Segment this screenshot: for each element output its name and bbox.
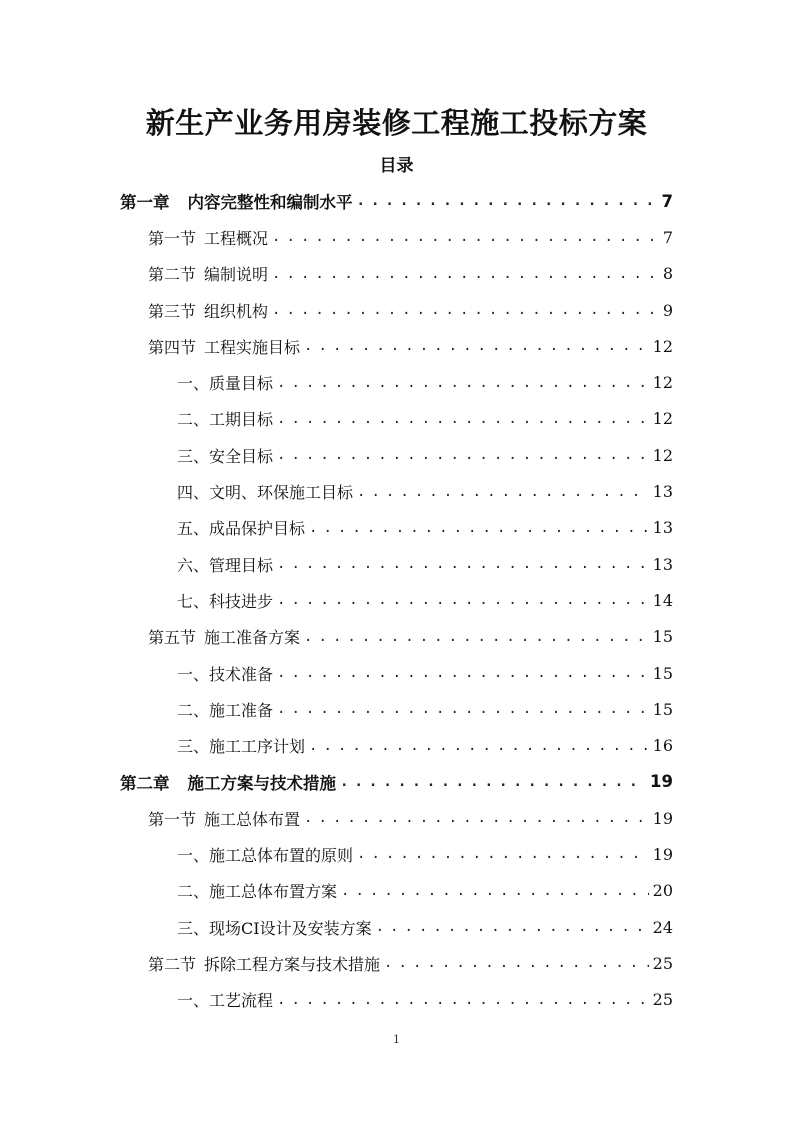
toc-entry-level-3[interactable]	[0, 836, 793, 872]
dot-leader	[277, 411, 649, 427]
dot-leader	[272, 302, 659, 318]
toc-entry-page: 12	[652, 336, 673, 356]
toc-entry-page: 9	[662, 300, 673, 320]
toc-entry-number: 第一节	[148, 809, 197, 829]
toc-entry-title: 四、文明、环保施工目标	[177, 483, 354, 503]
toc-entry-title: 二、施工准备	[177, 700, 274, 720]
toc-entry-title: 内容完整性和编制水平	[187, 193, 353, 213]
dot-leader	[357, 846, 649, 862]
page-number: 1	[393, 1033, 400, 1046]
toc-entry-page: 13	[652, 518, 673, 538]
dot-leader	[357, 484, 649, 500]
dot-leader	[357, 193, 658, 209]
toc-entry-page: 25	[652, 953, 673, 973]
toc-entry-page: 7	[661, 191, 673, 211]
toc-entry-number: 第五节	[148, 628, 197, 648]
dot-leader	[304, 629, 649, 645]
toc-entry-page: 14	[652, 590, 673, 610]
toc-entry-number: 第一章	[120, 193, 170, 213]
dot-leader	[384, 955, 649, 971]
toc-entry-page: 25	[652, 990, 673, 1010]
dot-leader	[341, 883, 649, 899]
toc-entry-page: 12	[652, 445, 673, 465]
toc-entry-level-2[interactable]	[0, 800, 793, 836]
toc-entry-level-3[interactable]	[0, 655, 793, 691]
toc-entry-level-2[interactable]	[0, 219, 793, 255]
toc-entry-title: 七、科技进步	[177, 591, 274, 611]
toc-entry-page: 7	[662, 227, 673, 247]
toc-entry-number: 第一节	[148, 228, 197, 248]
toc-entry-title: 二、工期目标	[177, 410, 274, 430]
toc-heading: 目录	[379, 156, 414, 176]
toc-entry-title: 一、施工总体布置的原则	[177, 845, 354, 865]
toc-entry-level-3[interactable]	[0, 546, 793, 582]
toc-entry-page: 15	[652, 663, 673, 683]
toc-entry-title: 一、技术准备	[177, 664, 274, 684]
toc-entry-level-2[interactable]	[0, 256, 793, 292]
dot-leader	[277, 447, 649, 463]
toc-entry-level-3[interactable]	[0, 691, 793, 727]
toc-entry-number: 第二节	[148, 265, 197, 285]
dot-leader	[304, 338, 649, 354]
toc-entry-level-3[interactable]	[0, 873, 793, 909]
toc-entry-page: 15	[652, 627, 673, 647]
toc-entry-title: 施工总体布置	[204, 809, 301, 829]
toc-entry-page: 19	[652, 844, 673, 864]
toc-entry-title: 一、质量目标	[177, 374, 274, 394]
dot-leader	[277, 375, 649, 391]
toc-entry-level-2[interactable]	[0, 328, 793, 364]
dot-leader	[272, 229, 659, 245]
toc-entry-page: 15	[652, 699, 673, 719]
toc-entry-title: 施工准备方案	[204, 628, 301, 648]
toc-entry-level-3[interactable]	[0, 909, 793, 945]
dot-leader	[309, 520, 649, 536]
toc-entry-level-3[interactable]	[0, 727, 793, 763]
dot-leader	[340, 774, 646, 790]
toc-entry-level-3[interactable]	[0, 510, 793, 546]
table-of-contents	[0, 183, 793, 1018]
dot-leader	[277, 556, 649, 572]
dot-leader	[376, 919, 649, 935]
toc-entry-title: 施工方案与技术措施	[187, 773, 336, 793]
document-title: 新生产业务用房装修工程施工投标方案	[145, 106, 648, 140]
toc-entry-page: 19	[650, 772, 673, 792]
toc-entry-title: 五、成品保护目标	[177, 519, 306, 539]
toc-entry-level-2[interactable]	[0, 292, 793, 328]
toc-entry-title: 组织机构	[204, 301, 269, 321]
toc-entry-page: 16	[652, 736, 673, 756]
toc-entry-level-3[interactable]	[0, 437, 793, 473]
toc-entry-page: 20	[652, 881, 673, 901]
toc-entry-page: 8	[662, 264, 673, 284]
toc-entry-page: 12	[652, 373, 673, 393]
dot-leader	[277, 701, 649, 717]
toc-entry-page: 19	[652, 808, 673, 828]
toc-entry-level-1[interactable]	[0, 183, 793, 219]
toc-entry-level-3[interactable]	[0, 582, 793, 618]
dot-leader	[277, 992, 649, 1008]
toc-entry-level-2[interactable]	[0, 619, 793, 655]
toc-entry-level-3[interactable]	[0, 473, 793, 509]
toc-entry-title: 工程概况	[204, 228, 269, 248]
dot-leader	[277, 592, 649, 608]
toc-entry-page: 13	[652, 482, 673, 502]
toc-entry-page: 13	[652, 554, 673, 574]
dot-leader	[272, 266, 659, 282]
toc-entry-number: 第三节	[148, 301, 197, 321]
toc-entry-level-2[interactable]	[0, 945, 793, 981]
toc-entry-number: 第二章	[120, 773, 170, 793]
dot-leader	[277, 665, 649, 681]
toc-entry-title: 编制说明	[204, 265, 269, 285]
toc-entry-level-3[interactable]	[0, 401, 793, 437]
toc-entry-level-3[interactable]	[0, 364, 793, 400]
toc-entry-title: 三、安全目标	[177, 446, 274, 466]
toc-entry-page: 24	[652, 917, 673, 937]
dot-leader	[304, 810, 649, 826]
toc-entry-title: 三、施工工序计划	[177, 737, 306, 757]
toc-entry-level-1[interactable]	[0, 764, 793, 800]
toc-entry-title: 拆除工程方案与技术措施	[204, 954, 381, 974]
toc-entry-title: 二、施工总体布置方案	[177, 882, 338, 902]
dot-leader	[309, 738, 649, 754]
toc-entry-title: 工程实施目标	[204, 337, 301, 357]
toc-entry-level-3[interactable]	[0, 982, 793, 1018]
toc-entry-number: 第二节	[148, 954, 197, 974]
toc-entry-title: 六、管理目标	[177, 555, 274, 575]
toc-entry-page: 12	[652, 409, 673, 429]
toc-entry-title: 一、工艺流程	[177, 991, 274, 1011]
toc-entry-number: 第四节	[148, 337, 197, 357]
toc-entry-title: 三、现场CI设计及安装方案	[177, 918, 372, 938]
